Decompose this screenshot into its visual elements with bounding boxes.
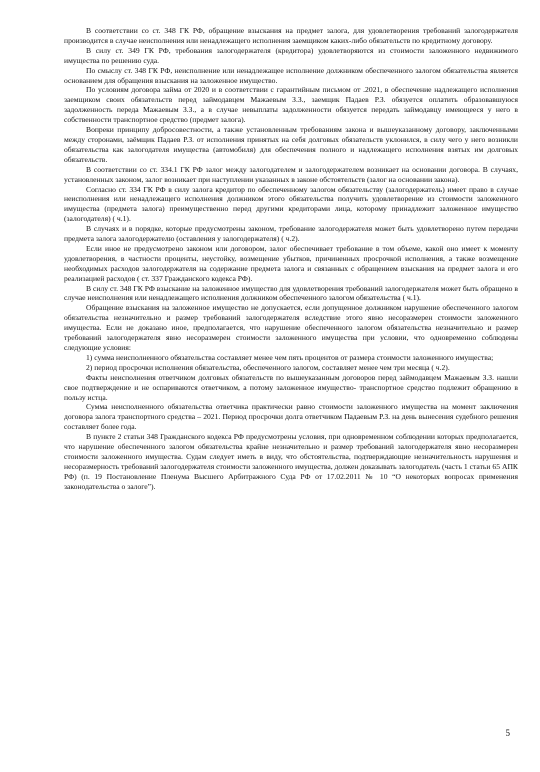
document-body bbox=[64, 26, 518, 492]
paragraph: Обращение взыскания на заложенное имущество не допускается, если допущенное должником нарушение обеспеченного залогом обязательства незначительно и размер требований залогодержателя вследствие этого явно несоразмерен стоимости заложенного имущества. Если не доказано иное, предполагается, что нарушение обеспеченного залогом обязательства незначительно и размер требований залогодержателя явно несоразмерен стоимости заложенного имущества при условии, что одновременно соблюдены следующие условия: bbox=[64, 303, 518, 352]
paragraph: Если иное не предусмотрено законом или договором, залог обеспечивает требование в том объеме, какой оно имеет к моменту удовлетворения, в частности проценты, неустойку, возмещение убытков, причиненных просрочкой исполнения, а также возмещение необходимых расходов залогодержателя на содержание предмета залога и связанных с обращением взыскания на предмет залога и его реализацией расходов ( ст. 337 Гражданского кодекса РФ). bbox=[64, 243, 518, 283]
paragraph: Вопреки принципу добросовестности, а также установленным требованиям закона и вышеуказанному договору, заключенными между сторонами, заёмщик Падаев Р.З. от исполнения принятых на себя долговых обязательств уклонился, в силу чего у него возникли обязательства как залогодателя имущества (автомобиля) для обеспечения полного и надлежащего исполнения взятых им долговых обязательств. bbox=[64, 125, 518, 164]
paragraph: В соответствии со ст. 334.1 ГК РФ залог между залогодателем и залогодержателем возникает на основании договора. В случаях, установленных законом, залог возникает при наступлении указанных в законе обстоятельств (залог на основании закона). bbox=[64, 164, 518, 184]
page-number: 5 bbox=[505, 728, 510, 738]
paragraph: По условиям договора займа от 2020 и в соответствии с гарантийным письмом от .2021, в обеспечение надлежащего исполнения заемщиком своих обязательств перед займодавцем Мажаевым З.З., заемщик Падаев Р.З. обязуется оплатить образовавшуюся задолженность переда Мажаевым З.З., а в случае невыплаты задолженности обязуется передать займодавцу имеющееся у него в собственности транспортное средство (предмет залога). bbox=[64, 85, 518, 125]
paragraph: 2) период просрочки исполнения обязательства, обеспеченного залогом, составляет менее чем три месяца ( ч.2). bbox=[86, 362, 450, 372]
paragraph: По смыслу ст. 348 ГК РФ, неисполнение или ненадлежащее исполнение должником обеспеченного залогом обязательства является основанием для обращения взыскания на заложенное имущество. bbox=[64, 65, 518, 85]
paragraph: В пункте 2 статьи 348 Гражданского кодекса РФ предусмотрены условия, при одновременном соблюдении которых предполагается, что нарушение обеспеченного залогом обязательства крайне незначительно и размер требований залогодержателя явно несоразмерен стоимости заложенного имущества. Судам следует иметь в виду, что обстоятельства, подтверждающие незначительность нарушения и несоразмерность требований залогодержателя стоимости заложенного имущества, должен доказывать залогодатель (часть 1 статьи 65 АПК РФ) (п. 19 Постановление Пленума Высшего Арбитражного Суда РФ от 17.02.2011 № 10 “О некоторых вопросах применения законодательства о залоге”). bbox=[64, 432, 518, 491]
paragraph: В случаях и в порядке, которые предусмотрены законом, требование залогодержателя может быть удовлетворено путем передачи предмета залога залогодержателю (оставления у залогодержателя) ( ч.2). bbox=[64, 224, 518, 244]
paragraph: В соответствии со ст. 348 ГК РФ, обращение взыскания на предмет залога, для удовлетворения требований залогодержателя производится в случае неисполнения или ненадлежащего исполнения заемщиком каких-либо обязательств по кредитному договору. bbox=[64, 26, 518, 45]
paragraph: В силу ст. 348 ГК РФ взыскание на заложенное имущество для удовлетворения требований залогодержателя может быть обращено в случае неисполнения или ненадлежащего исполнения должником обеспеченного залогом обязательства ( ч.1). bbox=[64, 283, 518, 303]
paragraph: Факты неисполнения ответчиком долговых обязательств по вышеуказанным договоров перед займодавцем Мажаевым З.З. нашли свое подтверждение и не оспариваются ответчиком, а потому заложенное имущество- транспортное средство подлежит обращению в пользу истца. bbox=[64, 372, 518, 402]
paragraph: 1) сумма неисполненного обязательства составляет менее чем пять процентов от размера стоимости заложенного имущества; bbox=[86, 352, 494, 362]
paragraph: Сумма неисполненного обязательства ответчика практически равно стоимости заложенного имущества на момент заключения договора залога транспортного средства – 2021. Период просрочки долга ответчиком Падаевым Р.З. на день вынесения судебного решения составляет более года. bbox=[64, 402, 518, 432]
paragraph: В силу ст. 349 ГК РФ, требования залогодержателя (кредитора) удовлетворяются из стоимости заложенного недвижимого имущества по решению суда. bbox=[64, 45, 518, 65]
paragraph: Согласно ст. 334 ГК РФ в силу залога кредитор по обеспеченному залогом обязательству (залогодержатель) имеет право в случае неисполнения или ненадлежащего исполнения должником этого обязательства получить удовлетворение из стоимости заложенного имущества (предмета залога) преимущественно перед другими кредиторами лица, которому принадлежит заложенное имущество (залогодателя) ( ч.1). bbox=[64, 184, 518, 224]
